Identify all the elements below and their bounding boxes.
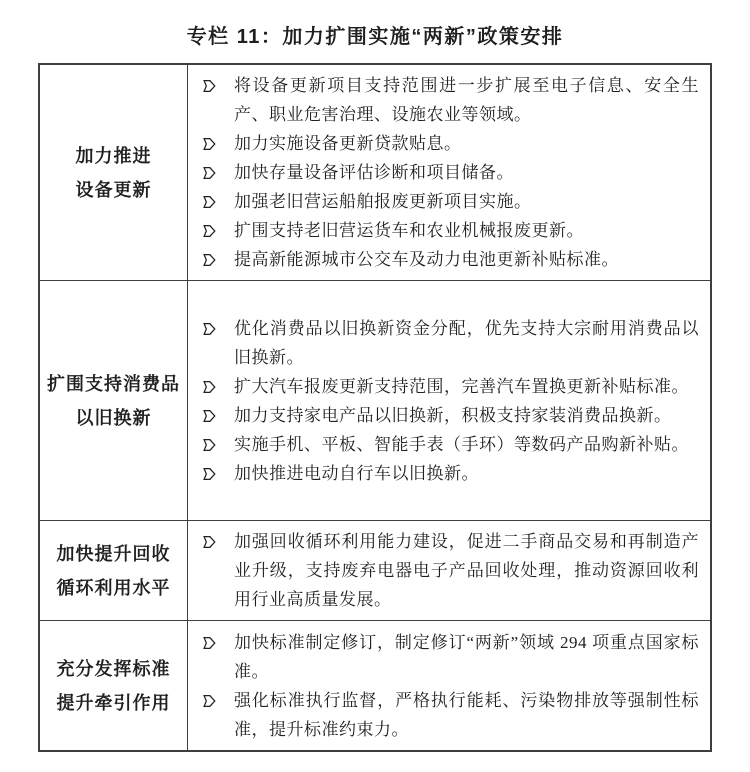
list-item-text: 强化标准执行监督，严格执行能耗、污染物排放等强制性标准，提升标准约束力。 (234, 690, 699, 739)
list-item-text: 将设备更新项目支持范围进一步扩展至电子信息、安全生产、职业危害治理、设施农业等领域。 (234, 76, 699, 124)
list-item-text: 加快存量设备评估诊断和项目储备。 (234, 163, 514, 182)
row-measures-cell (188, 521, 710, 620)
row-measures-cell (188, 621, 710, 750)
list-item (198, 372, 699, 401)
list-item (198, 245, 699, 274)
list-item (198, 430, 699, 459)
row-category-line: 循环利用水平 (56, 577, 171, 598)
pentagon-arrow-right-icon (201, 165, 217, 181)
pentagon-arrow-right-icon (201, 194, 217, 210)
pentagon-arrow-right-icon (201, 437, 217, 453)
row-category-line: 以旧换新 (75, 407, 152, 428)
list-item-text: 加力实施设备更新贷款贴息。 (234, 134, 462, 153)
row-category-line: 扩围支持消费品 (47, 373, 180, 394)
pentagon-arrow-right-icon (201, 223, 217, 239)
list-item-text: 扩大汽车报废更新支持范围，完善汽车置换更新补贴标准。 (234, 376, 689, 396)
list-item (198, 686, 699, 744)
policy-table (38, 63, 712, 752)
list-item (198, 158, 699, 187)
table-row (40, 280, 710, 520)
table-row (40, 65, 710, 280)
table-row (40, 520, 710, 620)
list-item (198, 401, 699, 430)
list-item-text: 提高新能源城市公交车及动力电池更新补贴标准。 (234, 250, 619, 269)
pentagon-arrow-right-icon (201, 408, 217, 424)
list-item (198, 187, 699, 216)
pentagon-arrow-right-icon (201, 379, 217, 395)
pentagon-arrow-right-icon (201, 534, 217, 550)
row-category-line: 设备更新 (75, 179, 152, 200)
list-item-text: 优化消费品以旧换新资金分配，优先支持大宗耐用消费品以旧换新。 (234, 318, 699, 367)
list-item (198, 628, 699, 686)
box-title: 专栏 11：加力扩围实施“两新”政策安排 (186, 26, 564, 48)
list-item-text: 实施手机、平板、智能手表（手环）等数码产品购新补贴。 (234, 434, 689, 454)
pentagon-arrow-right-icon (201, 466, 217, 482)
row-category-line: 充分发挥标准 (56, 658, 171, 679)
list-item (198, 314, 699, 372)
row-category-line: 加快提升回收 (56, 543, 171, 564)
pentagon-arrow-right-icon (201, 136, 217, 152)
row-measures-cell (188, 65, 710, 280)
table-row (40, 620, 710, 750)
row-category-label (40, 621, 188, 750)
list-item-text: 加快推进电动自行车以旧换新。 (234, 463, 479, 483)
row-category-line: 加力推进 (75, 145, 152, 166)
row-category-line: 提升牵引作用 (56, 692, 171, 713)
row-category-label (40, 65, 188, 280)
pentagon-arrow-right-icon (201, 78, 217, 94)
list-item (198, 527, 699, 614)
row-category-label (40, 281, 188, 520)
list-item (198, 129, 699, 158)
list-item (198, 216, 699, 245)
row-measures-cell (188, 281, 710, 520)
list-item-text: 加快标准制定修订，制定修订“两新”领域 294 项重点国家标准。 (234, 632, 699, 681)
pentagon-arrow-right-icon (201, 635, 217, 651)
row-category-label (40, 521, 188, 620)
list-item-text: 加强回收循环利用能力建设，促进二手商品交易和再制造产业升级，支持废弃电器电子产品回收处理，推动资源回收利用行业高质量发展。 (234, 532, 699, 609)
pentagon-arrow-right-icon (201, 693, 217, 709)
pentagon-arrow-right-icon (201, 252, 217, 268)
list-item (198, 71, 699, 129)
list-item-text: 加强老旧营运船舶报废更新项目实施。 (234, 192, 532, 211)
list-item-text: 扩围支持老旧营运货车和农业机械报废更新。 (234, 221, 584, 240)
list-item-text: 加力支持家电产品以旧换新，积极支持家装消费品换新。 (234, 405, 672, 425)
list-item (198, 459, 699, 488)
pentagon-arrow-right-icon (201, 321, 217, 337)
